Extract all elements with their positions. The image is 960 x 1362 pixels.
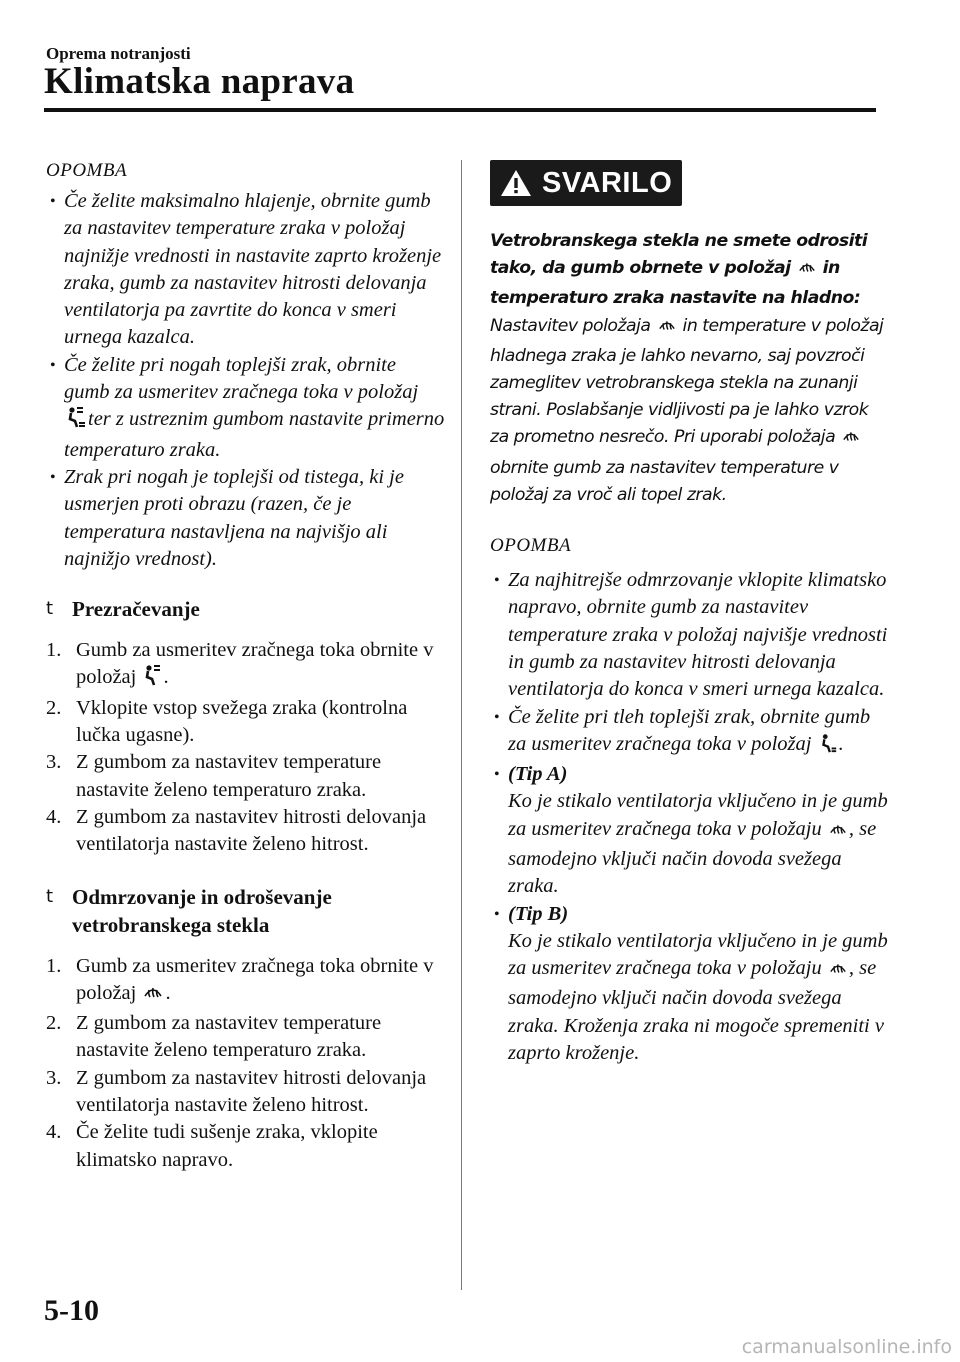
steps-list <box>46 953 446 1174</box>
list-item: 4. Z gumbom za nastavitev hitrosti delovanja ventilatorja nastavite želeno hitrost. <box>46 805 427 856</box>
page-title: Klimatska naprava <box>44 61 355 102</box>
section-heading: t Odmrzovanje in odroševanje vetrobranskega stekla <box>46 884 332 937</box>
section-marker: t <box>46 598 54 620</box>
list-item: 1. Gumb za usmeritev zračnega toka obrnite v položaj . <box>46 637 446 695</box>
page-number: 5-10 <box>44 1294 99 1327</box>
header-rule <box>44 108 876 112</box>
warning-text: Vetrobranskega stekla ne smete odrositi tako, da gumb obrnete v položaj in temperaturo zraka nastavite na hladno: Nastavitev položaja in temperature v položaj hladnega zraka je lahko nevarno, saj povzroči zameglitev vetrobranskega stekla na zunanji strani. Poslabšanje vidljivosti pa je lahko vzrok za prometno nesrečo. Pri uporabi položaja obrnite gumb za nastavitev temperature v položaj za vroč ali topel zrak. <box>490 231 884 505</box>
note-title: OPOMBA <box>46 160 128 181</box>
list-item: 4. Če želite tudi sušenje zraka, vklopite klimatsko napravo. <box>46 1121 378 1171</box>
defrost-icon <box>842 427 860 454</box>
list-item: • Če želite pri tleh toplejši zrak, obrnite gumb za usmeritev zračnega toka v položaj . <box>490 704 890 762</box>
list-item: • Za najhitrejše odmrzovanje vklopite klimatsko napravo, obrnite gumb za nastavitev temperature zraka v položaj najvišje vrednosti in gumb za nastavitev hitrosti delovanja ventilatorja do konca v smeri urnega kazalca. <box>494 569 888 701</box>
note-list <box>490 567 890 1067</box>
note-title: OPOMBA <box>490 535 572 557</box>
section-marker: t <box>46 885 54 907</box>
defrost-icon <box>798 258 816 285</box>
list-item: 3. Z gumbom za nastavitev temperature nastavite želeno temperaturo zraka. <box>46 751 382 801</box>
feet-airflow-icon <box>819 733 837 761</box>
right-column <box>490 160 890 1067</box>
warning-badge: SVARILO <box>490 160 682 206</box>
list-item: • (Tip B) Ko je stikalo ventilatorja vključeno in je gumb za usmeritev zračnega toka v položaju , se samodejno vključi način dovoda svežega zraka. Kroženja zraka ni mogoče spremeniti v zaprto kroženje. <box>494 902 888 1065</box>
defrost-icon <box>829 819 847 846</box>
list-item: 3. Z gumbom za nastavitev hitrosti delovanja ventilatorja nastavite želeno hitrost. <box>46 1066 427 1117</box>
face-airflow-icon <box>143 664 161 694</box>
list-item: 2. Z gumbom za nastavitev temperature nastavite želeno temperaturo zraka. <box>46 1012 382 1062</box>
feet-face-airflow-icon <box>66 406 86 436</box>
list-item: • Če želite pri nogah toplejši zrak, obrnite gumb za usmeritev zračnega toka v položaj ter z ustreznim gumbom nastavite primerno temperaturo zraka. <box>50 353 445 461</box>
left-column <box>46 160 446 1174</box>
list-item: 1. Gumb za usmeritev zračnega toka obrnite v položaj . <box>46 953 446 1011</box>
warning-triangle-icon <box>500 169 532 197</box>
list-item: • (Tip A) Ko je stikalo ventilatorja vključeno in je gumb za usmeritev zračnega toka v položaju , se samodejno vključi način dovoda svežega zraka. <box>494 763 888 898</box>
defrost-icon <box>658 316 676 343</box>
section-label: Oprema notranjosti <box>46 44 191 63</box>
note-list <box>46 188 446 573</box>
section-heading: t Prezračevanje <box>46 597 200 622</box>
list-item: • Če želite maksimalno hlajenje, obrnite gumb za nastavitev temperature zraka v položaj najnižje vrednosti in nastavite zaprto kroženje zraka, gumb za nastavitev hitrosti delovanja ventilatorja pa zavrtite do konca v smeri urnega kazalca. <box>50 190 442 349</box>
column-divider <box>461 160 462 1290</box>
defrost-icon <box>829 958 847 985</box>
steps-list <box>46 637 446 858</box>
list-item: 2. Vklopite vstop svežega zraka (kontrolna lučka ugasne). <box>46 696 408 747</box>
list-item: • Zrak pri nogah je toplejši od tistega, ki je usmerjen proti obrazu (razen, če je temperatura nastavljena na najvišjo ali najnižjo vrednost). <box>50 465 404 570</box>
defrost-icon <box>143 982 163 1010</box>
watermark: carmanualsonline.info <box>741 1336 952 1358</box>
